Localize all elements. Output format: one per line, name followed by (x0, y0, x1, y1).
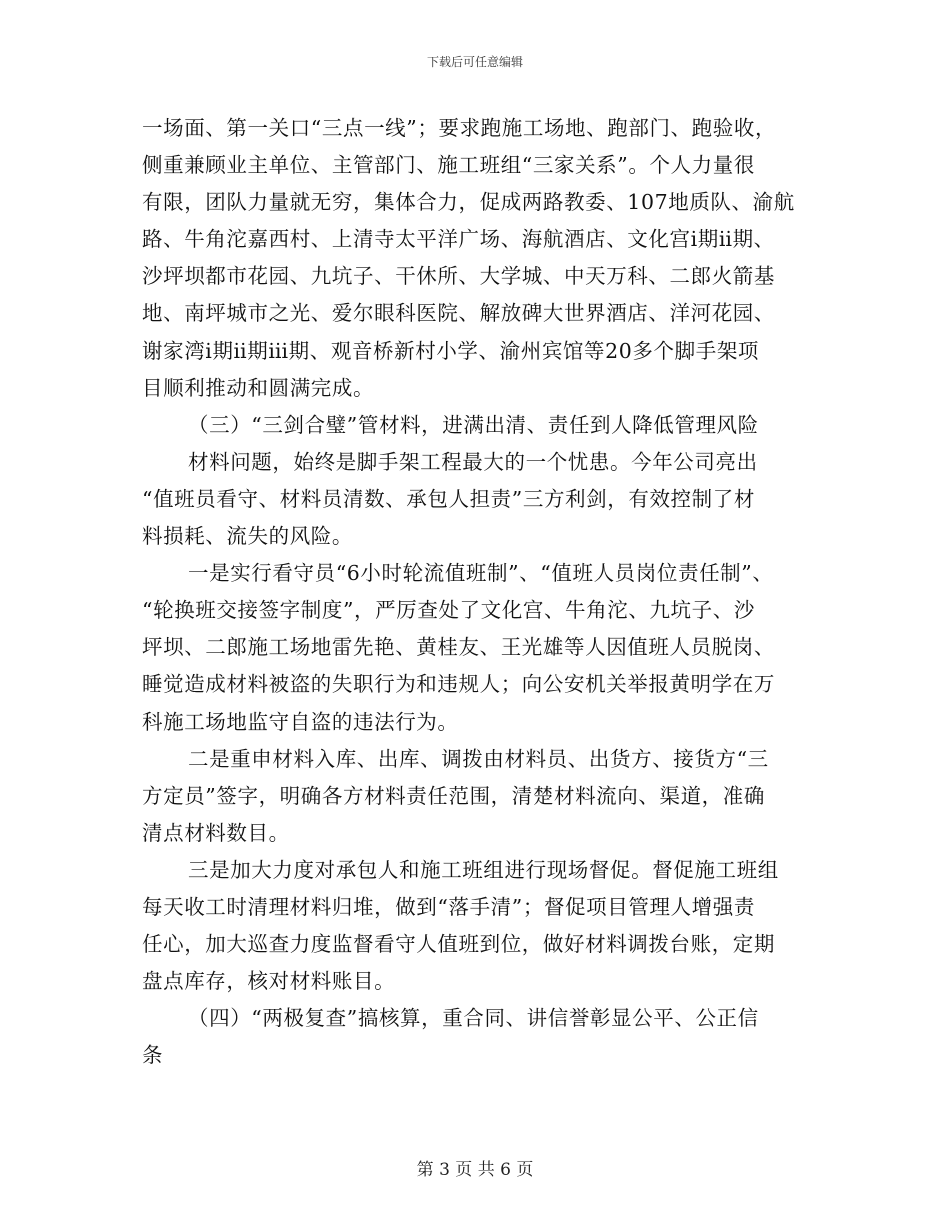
body-line: 任心，加大巡查力度监督看守人值班到位，做好材料调拨台账，定期 (142, 932, 775, 957)
body-line: 盘点库存，核对材料账目。 (142, 969, 396, 994)
body-line: 材料问题，始终是脚手架工程最大的一个忧患。今年公司亮出 (188, 449, 758, 474)
body-line: 科施工场地监守自盗的违法行为。 (142, 709, 459, 734)
body-line: 方定员”签字，明确各方材料责任范围，清楚材料流向、渠道，准确 (142, 783, 765, 808)
body-line: 三是加大力度对承包人和施工班组进行现场督促。督促施工班组 (188, 857, 779, 882)
body-line: “轮换班交接签字制度”，严厉查处了文化宫、牛角沱、九坑子、沙 (142, 598, 755, 623)
section-heading-3: （三）“三剑合璧”管材料，进满出清、责任到人降低管理风险 (188, 412, 759, 437)
page-header-note: 下载后可任意编辑 (426, 55, 523, 69)
body-line: 目顺利推动和圆满完成。 (142, 375, 375, 400)
body-line: 沙坪坝都市花园、九坑子、干休所、大学城、中天万科、二郎火箭基 (142, 264, 775, 289)
body-line: “值班员看守、材料员清数、承包人担责”三方利剑，有效控制了材 (142, 486, 755, 511)
body-line: 一场面、第一关口“三点一线”；要求跑施工场地、跑部门、跑验收， (142, 116, 777, 140)
body-line: 有限，团队力量就无穷，集体合力，促成两路教委、107地质队、渝航 (142, 190, 795, 215)
body-line: 睡觉造成材料被盗的失职行为和违规人；向公安机关举报黄明学在万 (142, 672, 775, 697)
body-line: 清点材料数目。 (142, 820, 290, 845)
body-line: 侧重兼顾业主单位、主管部门、施工班组“三家关系”。个人力量很 (142, 153, 755, 178)
page-number: 第 3 页 共 6 页 (416, 1160, 534, 1180)
body-line: 一是实行看守员“6小时轮流值班制”、“值班人员岗位责任制”、 (188, 561, 774, 586)
body-line: 谢家湾ⅰ期ⅱ期ⅲ期、观音桥新村小学、渝州宾馆等20多个脚手架项 (142, 338, 760, 363)
body-line: 坪坝、二郎施工场地雷先艳、黄桂友、王光雄等人因值班人员脱岗、 (142, 635, 775, 660)
body-line: 二是重申材料入库、出库、调拨由材料员、出货方、接货方“三 (188, 746, 769, 771)
body-line: 料损耗、流失的风险。 (142, 524, 353, 549)
document-body (142, 110, 810, 1074)
body-line: 每天收工时清理材料归堆，做到“落手清”；督促项目管理人增强责 (142, 894, 755, 919)
body-line: 地、南坪城市之光、爱尔眼科医院、解放碑大世界酒店、洋河花园、 (142, 301, 775, 326)
section-heading-4: （四）“两极复查”搞核算，重合同、讲信誉彰显公平、公正信 (188, 1006, 759, 1031)
body-line: 条 (142, 1043, 164, 1068)
body-line: 路、牛角沱嘉西村、上清寺太平洋广场、海航酒店、文化宫ⅰ期ⅱ期、 (142, 227, 775, 252)
